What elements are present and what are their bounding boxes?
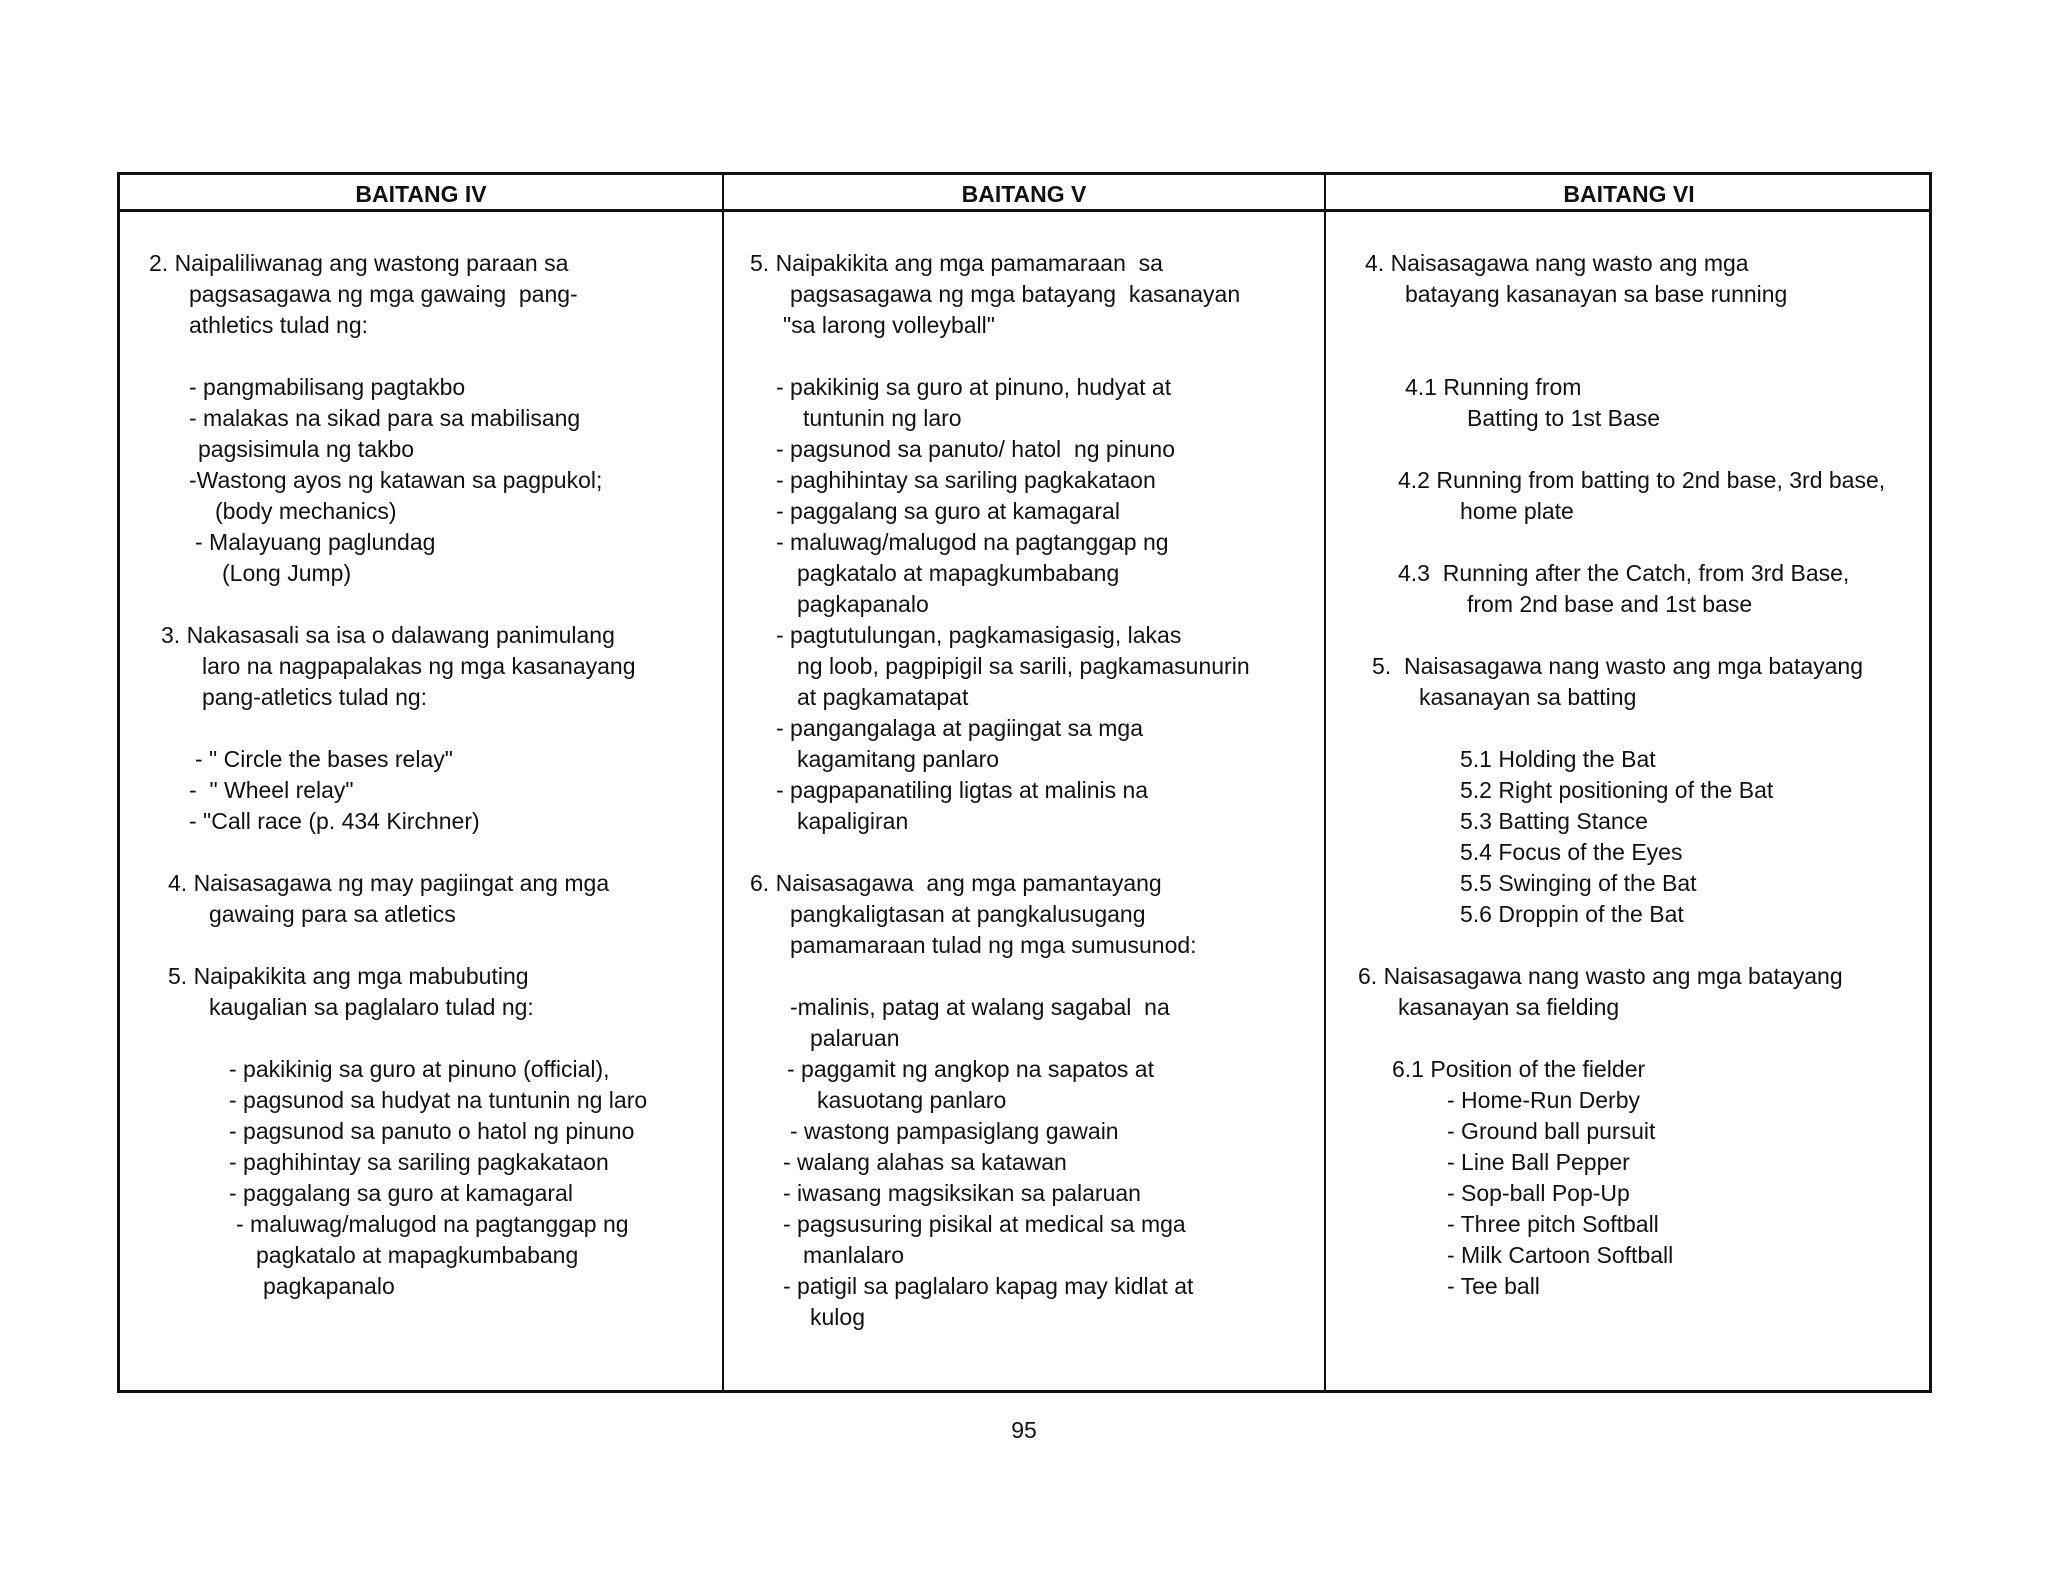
list-item: 6. Naisasagawa nang wasto ang mga batayang — [1358, 963, 1843, 989]
list-item: - pangangalaga at pagiingat sa mga — [776, 715, 1144, 741]
list-item: ng loob, pagpipigil sa sarili, pagkamasunurin — [797, 653, 1250, 679]
list-item: athletics tulad ng: — [189, 312, 369, 338]
list-item: 4.2 Running from batting to 2nd base, 3rd base, — [1398, 467, 1886, 493]
list-item: - paggalang sa guro at kamagaral — [229, 1180, 573, 1206]
list-item: batayang kasanayan sa base running — [1405, 281, 1788, 307]
list-item: - Line Ball Pepper — [1447, 1149, 1630, 1175]
header-baitang-iv: BAITANG IV — [355, 181, 487, 207]
list-item: pagkatalo at mapagkumbabang — [797, 560, 1120, 586]
list-item: kasuotang panlaro — [817, 1087, 1007, 1113]
list-item: kasanayan sa fielding — [1398, 994, 1620, 1020]
list-item: (body mechanics) — [215, 498, 397, 524]
list-item: - " Wheel relay" — [189, 777, 354, 803]
list-item: pangkaligtasan at pangkalusugang — [790, 901, 1146, 927]
list-item: - Malayuang paglundag — [195, 529, 436, 555]
list-item: -malinis, patag at walang sagabal na — [790, 994, 1170, 1020]
list-item: 5.6 Droppin of the Bat — [1460, 901, 1684, 927]
list-item: - Tee ball — [1447, 1273, 1540, 1299]
header-baitang-vi: BAITANG VI — [1563, 181, 1695, 207]
list-item: - pagtutulungan, pagkamasigasig, lakas — [776, 622, 1182, 648]
list-item: - paggalang sa guro at kamagaral — [776, 498, 1120, 524]
list-item: - pangmabilisang pagtakbo — [189, 374, 466, 400]
list-item: - maluwag/malugod na pagtanggap ng — [776, 529, 1169, 555]
list-item: 5. Naipakikita ang mga pamamaraan sa — [750, 250, 1163, 276]
list-item: - iwasang magsiksikan sa palaruan — [783, 1180, 1141, 1206]
list-item: 4.1 Running from — [1405, 374, 1582, 400]
list-item: pagkatalo at mapagkumbabang — [256, 1242, 579, 1268]
list-item: kagamitang panlaro — [797, 746, 1000, 772]
list-item: laro na nagpapalakas ng mga kasanayang — [202, 653, 636, 679]
list-item: - "Call race (p. 434 Kirchner) — [189, 808, 480, 834]
list-item: 5. Naisasagawa nang wasto ang mga batayang — [1372, 653, 1863, 679]
header-baitang-v: BAITANG V — [961, 181, 1087, 207]
list-item: - " Circle the bases relay" — [195, 746, 453, 772]
list-item: 3. Nakasasali sa isa o dalawang panimulang — [161, 622, 615, 648]
list-item: - pakikinig sa guro at pinuno, hudyat at — [776, 374, 1172, 400]
list-item: (Long Jump) — [222, 560, 352, 586]
list-item: pagsasagawa ng mga batayang kasanayan — [790, 281, 1241, 307]
list-item: pamamaraan tulad ng mga sumusunod: — [790, 932, 1197, 958]
list-item: palaruan — [810, 1025, 900, 1051]
list-item: - Sop-ball Pop-Up — [1447, 1180, 1630, 1206]
list-item: 5.2 Right positioning of the Bat — [1460, 777, 1774, 803]
list-item: - Three pitch Softball — [1447, 1211, 1659, 1237]
list-item: 5.3 Batting Stance — [1460, 808, 1648, 834]
list-item: - patigil sa paglalaro kapag may kidlat at — [783, 1273, 1194, 1299]
list-item: pagsisimula ng takbo — [198, 436, 415, 462]
list-item: pagkapanalo — [797, 591, 929, 617]
list-item: 5.1 Holding the Bat — [1460, 746, 1656, 772]
list-item: - paggamit ng angkop na sapatos at — [787, 1056, 1154, 1082]
list-item: pagkapanalo — [263, 1273, 395, 1299]
column-divider — [722, 175, 724, 1390]
list-item: - wastong pampasiglang gawain — [790, 1118, 1119, 1144]
list-item: - pagsunod sa hudyat na tuntunin ng laro — [229, 1087, 648, 1113]
list-item: Batting to 1st Base — [1467, 405, 1661, 431]
list-item: 4. Naisasagawa ng may pagiingat ang mga — [168, 870, 610, 896]
list-item: - malakas na sikad para sa mabilisang — [189, 405, 581, 431]
list-item: - pagsunod sa panuto/ hatol ng pinuno — [776, 436, 1175, 462]
list-item: - pagsunod sa panuto o hatol ng pinuno — [229, 1118, 635, 1144]
list-item: - Ground ball pursuit — [1447, 1118, 1656, 1144]
list-item: 4.3 Running after the Catch, from 3rd Base, — [1398, 560, 1850, 586]
list-item: 6. Naisasagawa ang mga pamantayang — [750, 870, 1162, 896]
list-item: 6.1 Position of the fielder — [1392, 1056, 1646, 1082]
list-item: 5.5 Swinging of the Bat — [1460, 870, 1697, 896]
list-item: manlalaro — [803, 1242, 904, 1268]
page-number: 95 — [1011, 1417, 1037, 1443]
list-item: 5.4 Focus of the Eyes — [1460, 839, 1683, 865]
list-item: pang-atletics tulad ng: — [202, 684, 428, 710]
list-item: gawaing para sa atletics — [209, 901, 456, 927]
list-item: kapaligiran — [797, 808, 909, 834]
list-item: - pakikinig sa guro at pinuno (official), — [229, 1056, 610, 1082]
list-item: kasanayan sa batting — [1419, 684, 1637, 710]
list-item: - pagpapanatiling ligtas at malinis na — [776, 777, 1149, 803]
list-item: - paghihintay sa sariling pagkakataon — [776, 467, 1156, 493]
list-item: from 2nd base and 1st base — [1467, 591, 1753, 617]
list-item: home plate — [1460, 498, 1574, 524]
list-item: kulog — [810, 1304, 865, 1330]
list-item: - Home-Run Derby — [1447, 1087, 1640, 1113]
table-header-row — [120, 175, 1929, 212]
list-item: kaugalian sa paglalaro tulad ng: — [209, 994, 534, 1020]
list-item: - Milk Cartoon Softball — [1447, 1242, 1674, 1268]
list-item: tuntunin ng laro — [803, 405, 962, 431]
curriculum-table — [117, 172, 1932, 1393]
list-item: - maluwag/malugod na pagtanggap ng — [236, 1211, 629, 1237]
list-item: - pagsusuring pisikal at medical sa mga — [783, 1211, 1186, 1237]
list-item: 4. Naisasagawa nang wasto ang mga — [1365, 250, 1749, 276]
list-item: pagsasagawa ng mga gawaing pang- — [189, 281, 578, 307]
list-item: "sa larong volleyball" — [783, 312, 995, 338]
list-item: -Wastong ayos ng katawan sa pagpukol; — [189, 467, 603, 493]
list-item: 2. Naipaliliwanag ang wastong paraan sa — [149, 250, 569, 276]
list-item: - walang alahas sa katawan — [783, 1149, 1067, 1175]
list-item: - paghihintay sa sariling pagkakataon — [229, 1149, 609, 1175]
column-divider — [1324, 175, 1326, 1390]
list-item: at pagkamatapat — [797, 684, 969, 710]
list-item: 5. Naipakikita ang mga mabubuting — [168, 963, 529, 989]
